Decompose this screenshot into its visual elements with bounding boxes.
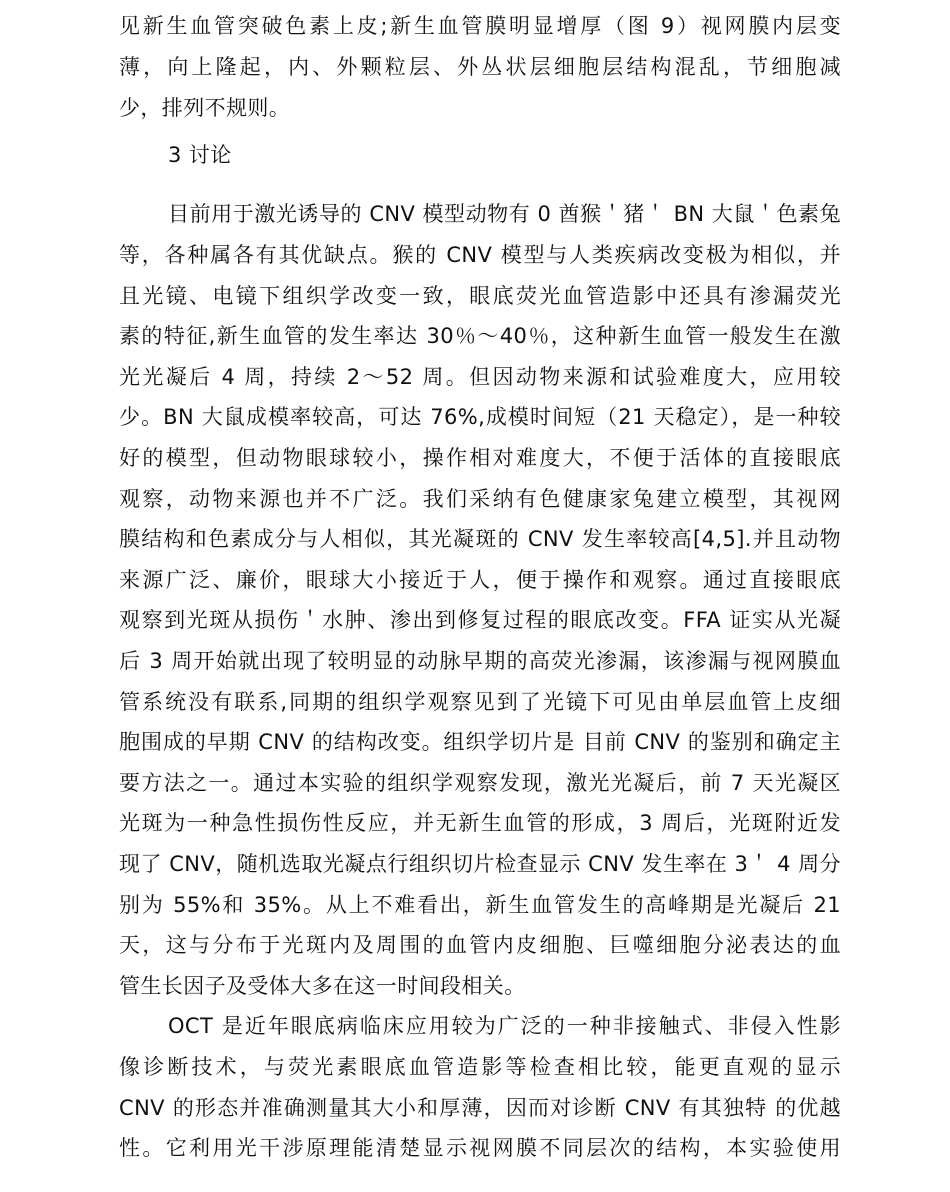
text-line: 素的特征,新生血管的发生率达 30％〜40％，这种新生血管一般发生在激 [119, 324, 841, 348]
text-line: 少，排列不规则。 [119, 96, 291, 120]
text-line: 光光凝后 4 周，持续 2〜52 周。但因动物来源和试验难度大，应用较 [119, 365, 841, 389]
text-line: 别为 55%和 35%。从上不难看出，新生血管发生的高峰期是光凝后 21 [119, 893, 841, 917]
text-line: 现了 CNV，随机选取光凝点行组织切片检查显示 CNV 发生率在 3＇ 4 周分 [119, 852, 841, 876]
text-line: 性。它利用光干涉原理能清楚显示视网膜不同层次的结构，本实验使用 [119, 1136, 841, 1160]
text-line: 且光镜、电镜下组织学改变一致，眼底荧光血管造影中还具有渗漏荧光 [119, 284, 841, 308]
text-line: 来源广泛、廉价，眼球大小接近于人，便于操作和观察。通过直接眼底 [119, 568, 841, 592]
text-line: 薄，向上隆起，内、外颗粒层、外丛状层细胞层结构混乱，节细胞减 [119, 55, 841, 79]
text-line: 观察到光斑从损伤＇水肿、渗出到修复过程的眼底改变。FFA 证实从光凝 [119, 608, 841, 632]
text-line: 像诊断技术，与荧光素眼底血管造影等检查相比较，能更直观的显示 [119, 1055, 841, 1079]
text-line: 等，各种属各有其优缺点。猴的 CNV 模型与人类疾病改变极为相似，并 [119, 243, 841, 267]
text-line: 管系统没有联系,同期的组织学观察见到了光镜下可见由单层血管上皮细 [119, 690, 841, 714]
text-line: 少。BN 大鼠成模率较高，可达 76%,成模时间短（21 天稳定），是一种较 [119, 405, 841, 429]
text-line: 天，这与分布于光斑内及周围的血管内皮细胞、巨噬细胞分泌表达的血 [119, 933, 841, 957]
text-line: 观察，动物来源也并不广泛。我们采纳有色健康家兔建立模型，其视网 [119, 487, 841, 511]
text-line: 管生长因子及受体大多在这一时间段相关。 [119, 974, 526, 998]
section-heading: 3 讨论 [168, 143, 232, 167]
text-line: 光斑为一种急性损伤性反应，并无新生血管的形成，3 周后，光斑附近发 [119, 811, 841, 835]
text-line: CNV 的形态并准确测量其大小和厚薄，因而对诊断 CNV 有其独特 的优越 [119, 1096, 841, 1120]
text-line: 要方法之一。通过本实验的组织学观察发现，激光光凝后，前 7 天光凝区 [119, 771, 841, 795]
text-line: 好的模型，但动物眼球较小，操作相对难度大，不便于活体的直接眼底 [119, 446, 841, 470]
text-line: 目前用于激光诱导的 CNV 模型动物有 0 酋猴＇猪＇ BN 大鼠＇色素兔 [168, 202, 841, 226]
text-line: 胞围成的早期 CNV 的结构改变。组织学切片是 目前 CNV 的鉴别和确定主 [119, 730, 841, 754]
text-line: OCT 是近年眼底病临床应用较为广泛的一种非接触式、非侵入性影 [168, 1014, 841, 1038]
text-line: 见新生血管突破色素上皮;新生血管膜明显增厚（图 9）视网膜内层变 [119, 14, 841, 38]
text-line: 膜结构和色素成分与人相似，其光凝斑的 CNV 发生率较高[4,5].并且动物 [119, 527, 841, 551]
text-line: 后 3 周开始就出现了较明显的动脉早期的高荧光渗漏，该渗漏与视网膜血 [119, 649, 841, 673]
